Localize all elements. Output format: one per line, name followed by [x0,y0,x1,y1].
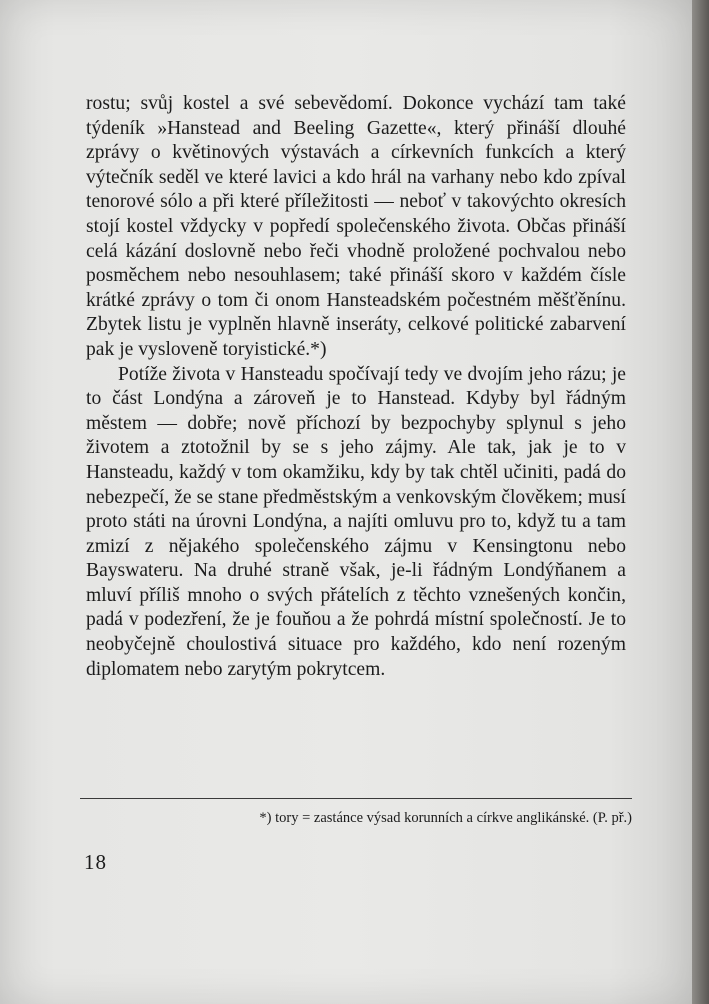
paragraph-1: rostu; svůj kostel a své sebevědomí. Dokonce vychází tam také týdeník »Hanstead and Beeling Gazette«, který přináší dlouhé zprávy o květinových výstavách a církevních funkcích a který výtečník seděl ve které lavici a kdo hrál na varhany nebo kdo zpíval tenorové sólo a při které příležitosti — neboť v takovýchto okresích stojí kostel vždycky v popředí společenského života. Občas přináší celá kázání doslovně nebo řeči vhodně proložené pochvalou nebo posměchem nebo nesouhlasem; také přináší skoro v každém čísle krátké zprávy o tom či onom Hansteadském počestném měšťěnínu. Zbytek listu je vyplněn hlavně inseráty, celkové politické zabarvení pak je vysloveně toryistické.*) [86,93,626,360]
page-edge [692,0,709,1004]
paragraph-2: Potíže života v Hansteadu spočívají tedy ve dvojím jeho rázu; je to část Londýna a zároveň je to Hanstead. Kdyby byl řádným městem — dobře; nově příchozí by bezpochyby splynul s jeho životem a ztotožnil by se s jeho zájmy. Ale tak, jak je to v Hansteadu, každý v tom okamžiku, kdy by tak chtěl učiniti, padá do nebezpečí, že se stane předměstským a venkovským člověkem; musí proto státi na úrovni Londýna, a najíti omluvu pro to, když tu a tam zmizí z nějakého společenského zájmu v Kensingtonu nebo Bayswateru. Na druhé straně však, je-li řádným Londýňanem a mluví příliš mnoho o svých přátelích z těchto vznešených končin, padá v podezření, že je fouňou a že pohrdá místní společností. Je to neobyčejně choulostivá situace pro každého, kdo není rozeným diplomatem nebo zarytým pokrytcem. [86,363,626,680]
footnote-rule [80,798,632,799]
body-text [86,92,626,682]
page-number: 18 [84,850,107,874]
footnote: *) tory = zastánce výsad korunních a církve anglikánské. (P. př.) [259,810,632,826]
